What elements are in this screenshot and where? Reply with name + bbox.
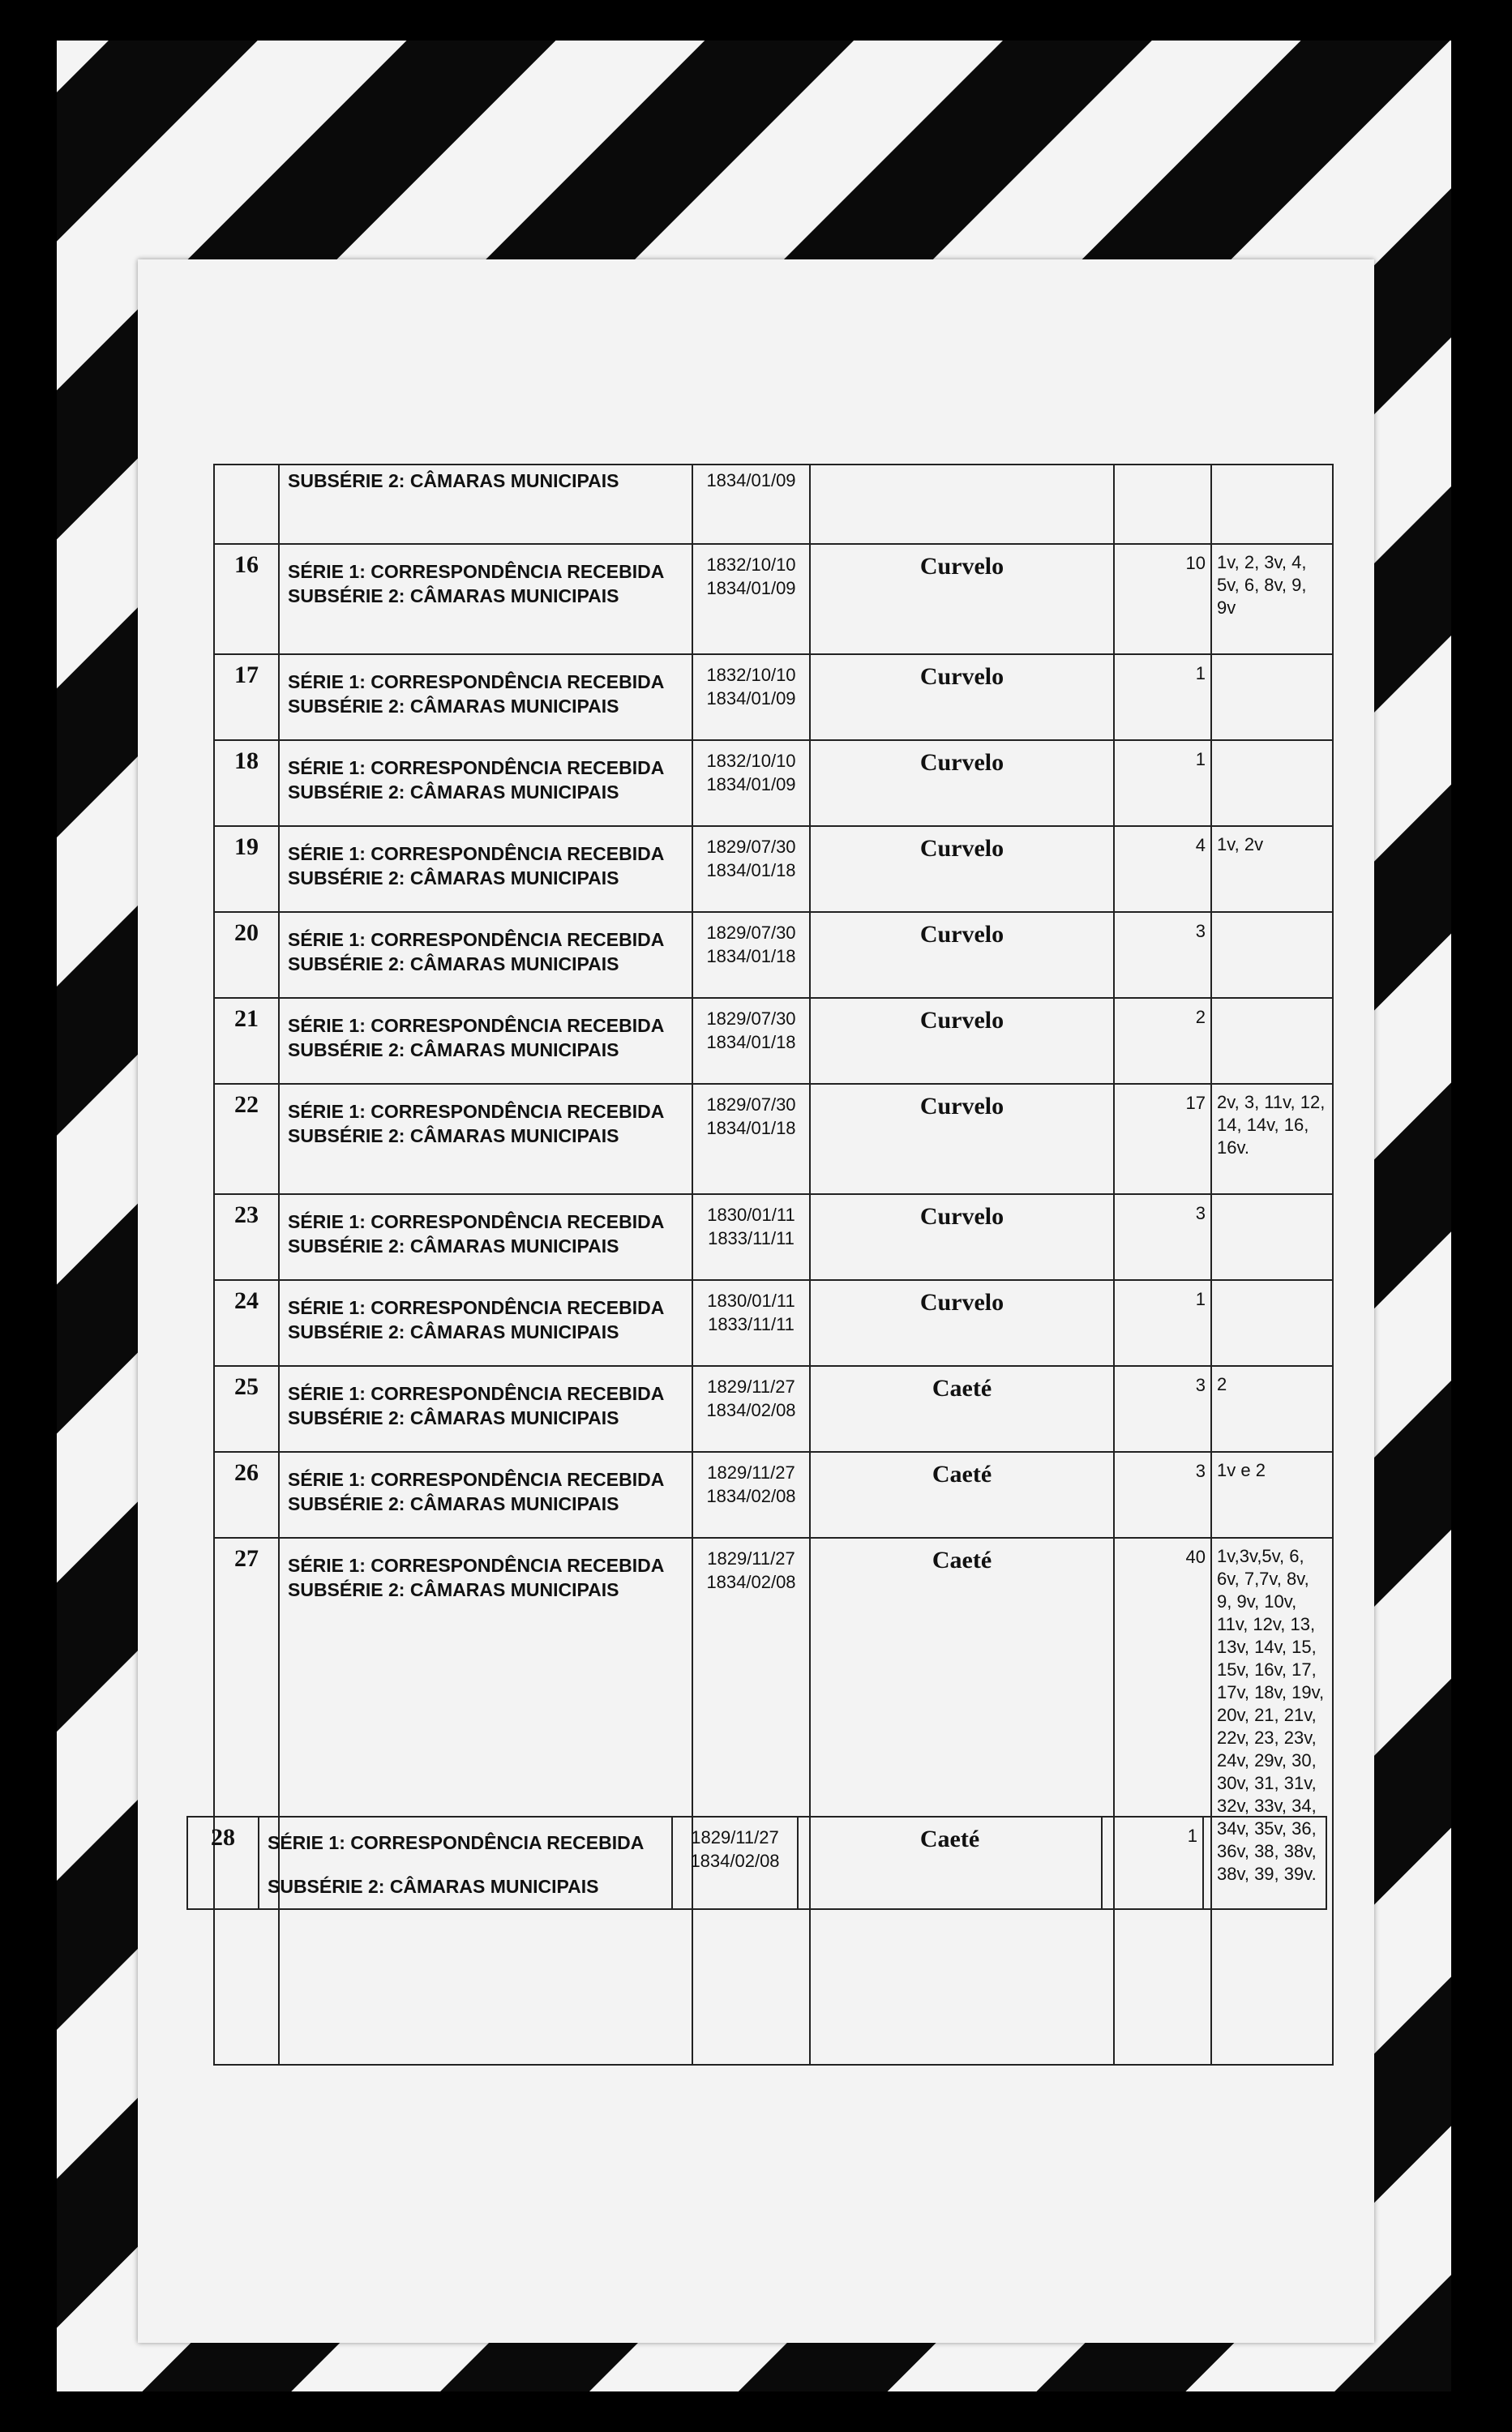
date-start: 1829/07/30 [706,1008,796,1029]
date-start: 1830/01/11 [707,1205,795,1225]
entry-dates [692,1366,810,1452]
entry-description [279,912,692,998]
subserie-label: SUBSÉRIE 2: CÂMARAS MUNICIPAIS [288,585,619,606]
serie-label: SÉRIE 1: CORRESPONDÊNCIA RECEBIDA [288,1101,665,1122]
subserie-label: SUBSÉRIE 2: CÂMARAS MUNICIPAIS [288,1493,619,1514]
entry-number: 19 [214,826,279,912]
entry-place: Curvelo [810,1194,1114,1280]
entry-description [279,740,692,826]
entry-place: Curvelo [810,740,1114,826]
entry-quantity: 1 [1114,740,1211,826]
date-end: 1834/02/08 [706,1400,796,1420]
entry-quantity: 3 [1114,1452,1211,1538]
date-end: 1834/01/18 [706,1118,796,1138]
table-row [187,1817,1326,1909]
date-end: 1834/01/09 [706,578,796,598]
entry-number: 17 [214,654,279,740]
entry-description [279,465,692,544]
date-end: 1834/01/09 [706,688,796,709]
entry-folios [1211,740,1333,826]
entry-number: 18 [214,740,279,826]
entry-description [279,1084,692,1194]
date-end: 1833/11/11 [708,1228,795,1248]
subserie-label: SUBSÉRIE 2: CÂMARAS MUNICIPAIS [288,696,619,717]
entry-number: 16 [214,544,279,654]
date-end: 1833/11/11 [708,1314,795,1334]
serie-label: SÉRIE 1: CORRESPONDÊNCIA RECEBIDA [288,1211,665,1232]
entry-place: Curvelo [810,544,1114,654]
entry-description [279,1452,692,1538]
entry-folios [1211,654,1333,740]
entry-description [279,998,692,1084]
entry-dates [692,912,810,998]
entry-quantity: 1 [1114,1280,1211,1366]
subserie-label: SUBSÉRIE 2: CÂMARAS MUNICIPAIS [288,953,619,974]
entry-folios: 1v e 2 [1211,1452,1333,1538]
entry-quantity: 1 [1114,654,1211,740]
entry-number: 26 [214,1452,279,1538]
table-row [214,1084,1333,1194]
entry-description [279,1538,692,2065]
entry-folios [1211,1280,1333,1366]
subserie-label: SUBSÉRIE 2: CÂMARAS MUNICIPAIS [288,867,619,888]
entry-quantity: 17 [1114,1084,1211,1194]
entry-folios [1211,998,1333,1084]
entry-quantity: 2 [1114,998,1211,1084]
date-start: 1829/07/30 [706,837,796,857]
entry-number: 24 [214,1280,279,1366]
entry-number: 23 [214,1194,279,1280]
subserie-label: SUBSÉRIE 2: CÂMARAS MUNICIPAIS [288,781,619,803]
entry-place: Curvelo [810,998,1114,1084]
entry-quantity: 40 [1114,1538,1211,2065]
entry-folios [1211,912,1333,998]
entry-description [279,654,692,740]
table-row [214,912,1333,998]
table-row [214,544,1333,654]
entry-folios [1203,1817,1326,1909]
entry-place: Curvelo [810,1084,1114,1194]
table-row [214,1280,1333,1366]
entry-number: 20 [214,912,279,998]
date-start: 1834/01/09 [706,470,796,490]
date-start: 1832/10/10 [706,554,796,575]
entry-dates [692,1194,810,1280]
subserie-label: SUBSÉRIE 2: CÂMARAS MUNICIPAIS [288,1125,619,1146]
entry-dates [692,1538,810,2065]
date-start: 1829/11/27 [707,1377,795,1397]
serie-label: SÉRIE 1: CORRESPONDÊNCIA RECEBIDA [268,1832,645,1853]
date-end: 1834/02/08 [690,1851,780,1871]
subserie-label: SUBSÉRIE 2: CÂMARAS MUNICIPAIS [288,1039,619,1060]
subserie-label: SUBSÉRIE 2: CÂMARAS MUNICIPAIS [268,1876,599,1897]
entry-place: Curvelo [810,912,1114,998]
subserie-label: SUBSÉRIE 2: CÂMARAS MUNICIPAIS [288,1321,619,1342]
entry-quantity: 3 [1114,1194,1211,1280]
entry-dates [692,740,810,826]
entry-place: Caeté [798,1817,1102,1909]
date-start: 1832/10/10 [706,751,796,771]
date-end: 1834/01/18 [706,946,796,966]
serie-label: SÉRIE 1: CORRESPONDÊNCIA RECEBIDA [288,1469,665,1490]
date-end: 1834/01/18 [706,860,796,880]
serie-label: SÉRIE 1: CORRESPONDÊNCIA RECEBIDA [288,561,665,582]
date-start: 1830/01/11 [707,1291,795,1311]
entry-number: 27 [214,1538,279,2065]
date-end: 1834/02/08 [706,1572,796,1592]
serie-label: SÉRIE 1: CORRESPONDÊNCIA RECEBIDA [288,929,665,950]
table-row [214,1194,1333,1280]
date-start: 1829/11/27 [691,1827,779,1848]
entry-dates [692,826,810,912]
entry-folios: 1v, 2v [1211,826,1333,912]
serie-label: SÉRIE 1: CORRESPONDÊNCIA RECEBIDA [288,1015,665,1036]
entry-description [259,1817,672,1909]
entry-quantity [1114,465,1211,544]
entry-place: Curvelo [810,654,1114,740]
entry-dates [692,544,810,654]
entry-number: 25 [214,1366,279,1452]
entry-place: Caeté [810,1538,1114,2065]
entry-dates [692,1084,810,1194]
entry-folios: 2 [1211,1366,1333,1452]
table-row [214,1538,1333,2065]
inventory-table-continued [186,1816,1327,1910]
entry-dates [672,1817,798,1909]
entry-quantity: 1 [1102,1817,1203,1909]
table-row [214,740,1333,826]
entry-folios: 1v, 2, 3v, 4, 5v, 6, 8v, 9, 9v [1211,544,1333,654]
entry-description [279,1194,692,1280]
date-end: 1834/01/09 [706,774,796,794]
date-start: 1829/07/30 [706,1094,796,1115]
entry-quantity: 10 [1114,544,1211,654]
entry-folios: 2v, 3, 11v, 12, 14, 14v, 16, 16v. [1211,1084,1333,1194]
entry-description [279,1280,692,1366]
entry-description [279,544,692,654]
entry-quantity: 4 [1114,826,1211,912]
serie-label: SÉRIE 1: CORRESPONDÊNCIA RECEBIDA [288,843,665,864]
table-row [214,1452,1333,1538]
entry-number: 22 [214,1084,279,1194]
table-row [214,465,1333,544]
date-start: 1829/11/27 [707,1462,795,1483]
entry-number [214,465,279,544]
subserie-label: SUBSÉRIE 2: CÂMARAS MUNICIPAIS [288,1407,619,1428]
entry-place: Caeté [810,1452,1114,1538]
entry-quantity: 3 [1114,1366,1211,1452]
subserie-label: SUBSÉRIE 2: CÂMARAS MUNICIPAIS [288,1235,619,1257]
entry-description [279,826,692,912]
table-row [214,998,1333,1084]
entry-number: 21 [214,998,279,1084]
entry-dates [692,1280,810,1366]
entry-dates [692,465,810,544]
table-row [214,1366,1333,1452]
table-row [214,826,1333,912]
entry-number: 28 [187,1817,259,1909]
document-sheet [138,259,1374,2343]
serie-label: SÉRIE 1: CORRESPONDÊNCIA RECEBIDA [288,671,665,692]
entry-place: Caeté [810,1366,1114,1452]
entry-place: Curvelo [810,1280,1114,1366]
serie-label: SÉRIE 1: CORRESPONDÊNCIA RECEBIDA [288,1383,665,1404]
serie-label: SÉRIE 1: CORRESPONDÊNCIA RECEBIDA [288,1297,665,1318]
entry-folios: 1v,3v,5v, 6, 6v, 7,7v, 8v, 9, 9v, 10v, 11v, 12v, 13, 13v, 14v, 15, 15v, 16v, 17, 17v, 18v, 19v, 20v, 21, 21v, 22v, 23, 23v, 24v, 29v, 30, 30v, 31, 31v, 32v, 33v, 34, 34v, 35v, 36, 36v, 38, 38v, 38v, 39, 39v. [1211,1538,1333,2065]
subserie-label: SUBSÉRIE 2: CÂMARAS MUNICIPAIS [288,470,619,491]
date-end: 1834/01/18 [706,1032,796,1052]
serie-label: SÉRIE 1: CORRESPONDÊNCIA RECEBIDA [288,1555,665,1576]
entry-description [279,1366,692,1452]
entry-place [810,465,1114,544]
entry-dates [692,1452,810,1538]
serie-label: SÉRIE 1: CORRESPONDÊNCIA RECEBIDA [288,757,665,778]
entry-dates [692,998,810,1084]
date-start: 1829/11/27 [707,1548,795,1569]
entry-quantity: 3 [1114,912,1211,998]
date-start: 1832/10/10 [706,665,796,685]
date-end: 1834/02/08 [706,1486,796,1506]
entry-folios [1211,1194,1333,1280]
entry-folios [1211,465,1333,544]
table-row [214,654,1333,740]
entry-dates [692,654,810,740]
subserie-label: SUBSÉRIE 2: CÂMARAS MUNICIPAIS [288,1579,619,1600]
entry-place: Curvelo [810,826,1114,912]
date-start: 1829/07/30 [706,923,796,943]
